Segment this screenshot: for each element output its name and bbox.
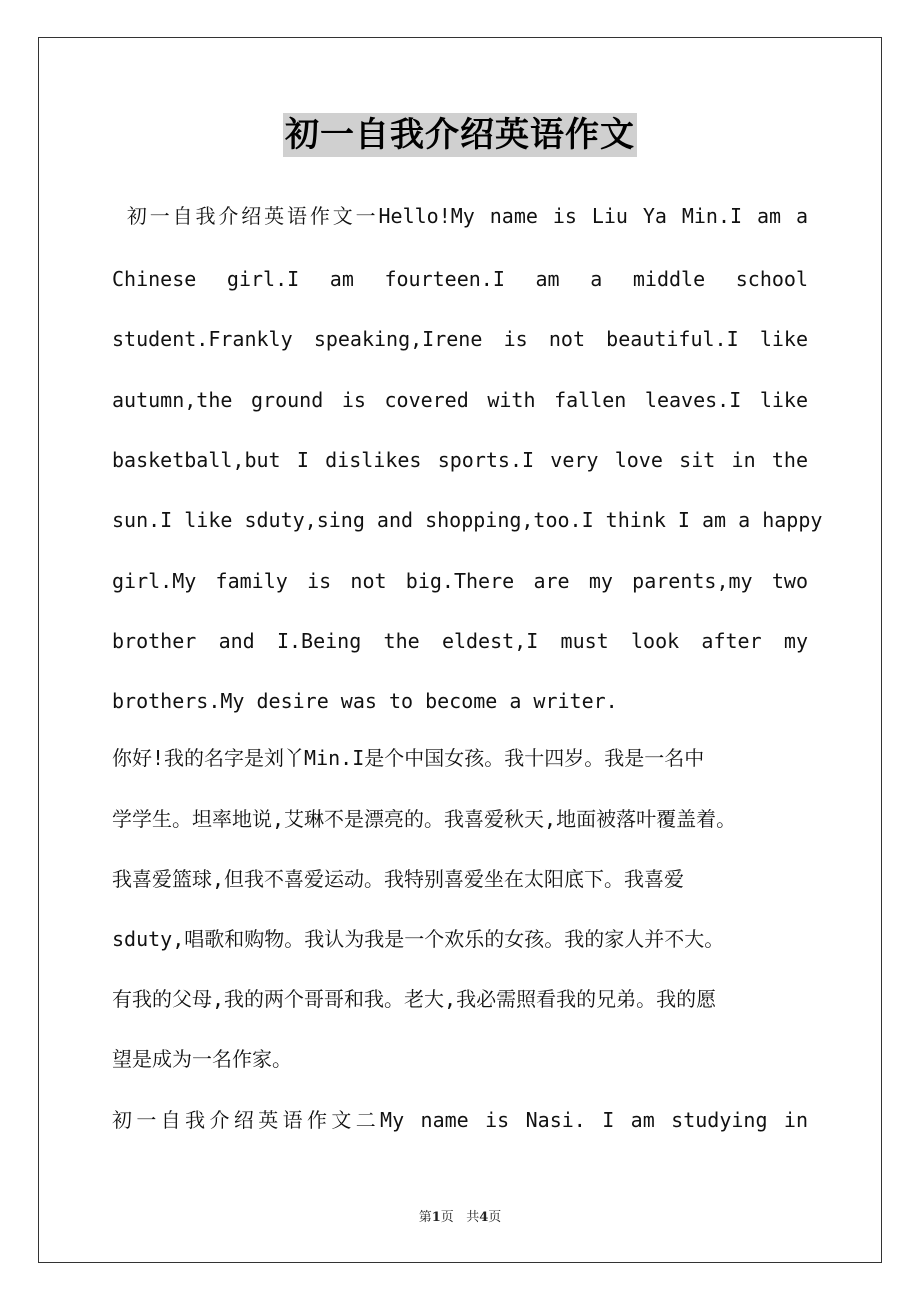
text-line: sduty,唱歌和购物。我认为我是一个欢乐的女孩。我的家人并不大。 — [112, 927, 725, 951]
footer-total-pages: 4 — [479, 1210, 489, 1225]
text-line: 初一自我介绍英语作文一Hello!My name is Liu Ya Min.I am a — [112, 204, 808, 228]
text-line: 你好!我的名字是刘丫Min.I是个中国女孩。我十四岁。我是一名中 — [112, 746, 705, 770]
footer-page-prefix: 第 — [418, 1210, 432, 1225]
text-line: sun.I like sduty,sing and shopping,too.I think I am a happy — [112, 508, 823, 532]
footer-page-number: 1 — [431, 1210, 441, 1225]
text-line: girl.My family is not big.There are my parents,my two — [112, 569, 808, 593]
footer-total-suffix: 页 — [488, 1210, 502, 1225]
text-line: 望是成为一名作家。 — [112, 1047, 292, 1071]
title-wrap — [0, 113, 920, 157]
text-line: brothers.My desire was to become a writer. — [112, 689, 618, 713]
text-line: Chinese girl.I am fourteen.I am a middle school — [112, 267, 808, 291]
document-title: 初一自我介绍英语作文 — [285, 115, 635, 155]
footer-page-suffix: 页 — [440, 1210, 454, 1225]
text-line: brother and I.Being the eldest,I must look after my — [112, 629, 808, 653]
text-line: 我喜爱篮球,但我不喜爱运动。我特别喜爱坐在太阳底下。我喜爱 — [112, 867, 685, 891]
text-line: 初一自我介绍英语作文二My name is Nasi. I am studying in — [112, 1108, 808, 1132]
text-line: autumn,the ground is covered with fallen leaves.I like — [112, 388, 808, 412]
text-line: 学学生。坦率地说,艾琳不是漂亮的。我喜爱秋天,地面被落叶覆盖着。 — [112, 807, 737, 831]
page-footer — [0, 1206, 920, 1225]
text-line: student.Frankly speaking,Irene is not beautiful.I like — [112, 327, 808, 351]
text-line: 有我的父母,我的两个哥哥和我。老大,我必需照看我的兄弟。我的愿 — [112, 987, 717, 1011]
text-line: basketball,but I dislikes sports.I very love sit in the — [112, 448, 808, 472]
footer-total-prefix: 共 — [466, 1210, 480, 1225]
